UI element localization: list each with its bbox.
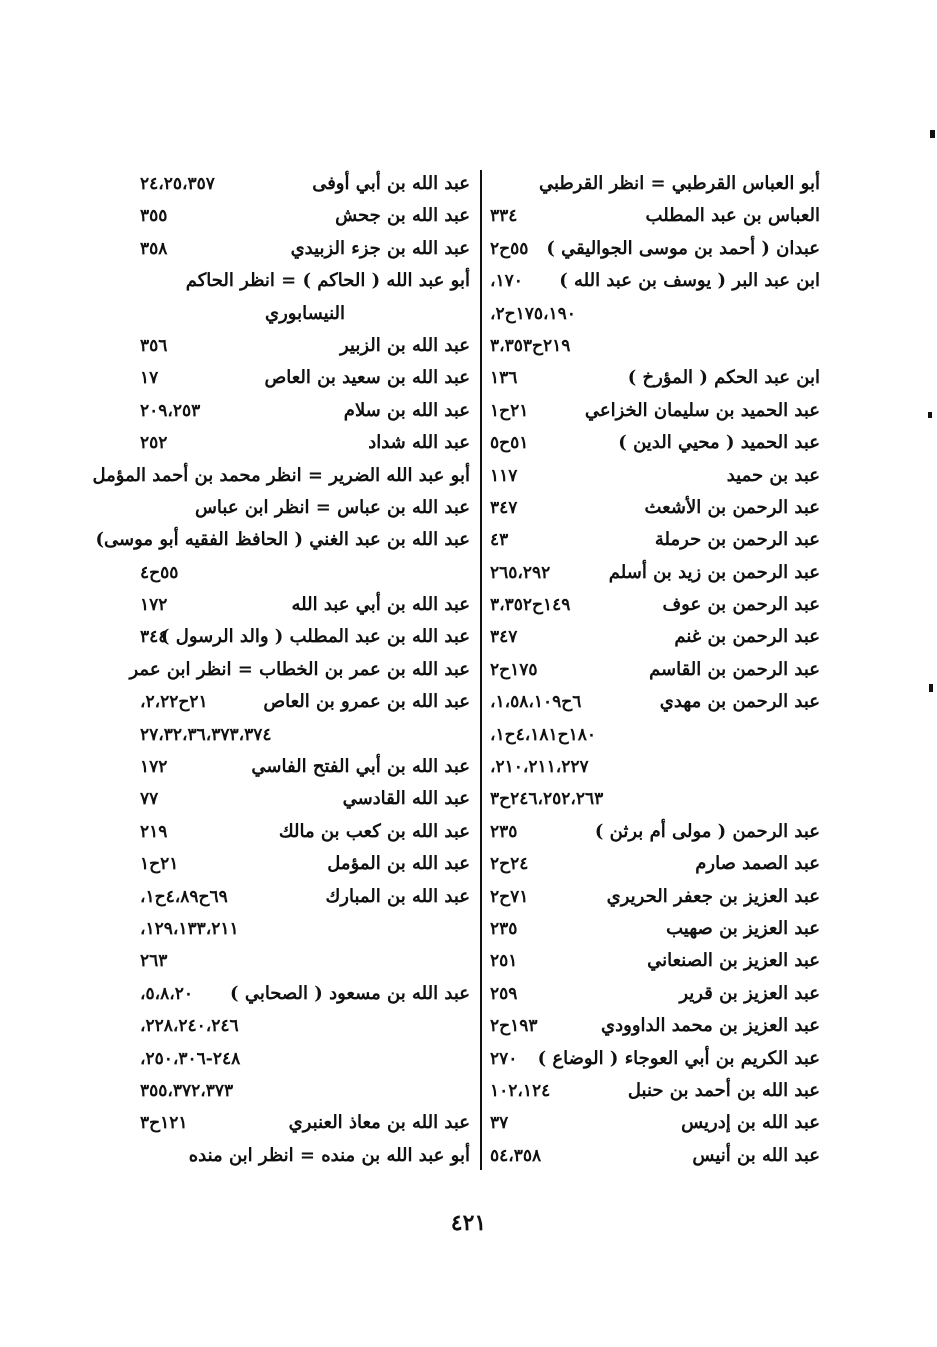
entry-name: عبد العزيز بن صهيب xyxy=(666,917,820,939)
column-divider xyxy=(480,170,482,1170)
entry-page-refs: ٥٥ح٤ xyxy=(140,562,179,583)
entry-name: عبد الله بن أنيس xyxy=(692,1144,820,1166)
entry-name: عبد الرحمن بن حرملة xyxy=(654,529,820,551)
entry-page-refs: ٣٥٨ xyxy=(140,238,168,259)
index-entry xyxy=(140,427,470,459)
entry-page-refs: ٢٦٣ xyxy=(140,951,168,972)
entry-page-refs: ١٢١ح٣ xyxy=(140,1113,188,1134)
index-entry xyxy=(140,881,470,913)
index-entry xyxy=(490,557,820,589)
entry-page-refs: ٧٧ xyxy=(140,789,159,810)
entry-name: عبد الله القادسي xyxy=(342,788,470,810)
entry-name: عبد الله بن إدريس xyxy=(681,1112,820,1134)
index-entry xyxy=(490,816,820,848)
index-entry xyxy=(140,751,470,783)
entry-name: أبو العباس القرطبي = انظر القرطبي xyxy=(538,173,820,194)
index-entry xyxy=(490,524,820,556)
page-number: ٤٢١ xyxy=(450,1210,487,1236)
entry-page-refs: ٢١٩ح٣،٣٥٣ xyxy=(490,335,571,356)
entry-page-refs: ١٢٩،١٣٣،٢١١، xyxy=(140,918,239,939)
index-entry xyxy=(140,233,470,265)
index-entry xyxy=(490,233,820,265)
entry-name: عبد الله بن جزء الزبيدي xyxy=(290,237,470,259)
index-entry xyxy=(490,1075,820,1107)
entry-page-refs: ٢٤٨-٢٥٠،٣٠٦، xyxy=(140,1048,241,1069)
index-entry xyxy=(140,913,470,945)
index-entry xyxy=(140,1043,470,1075)
entry-page-refs: ٣٥٥،٣٧٢،٣٧٣ xyxy=(140,1080,234,1101)
entry-page-refs: ٥٥ح٢ xyxy=(490,238,529,259)
entry-page-refs: ٣٥٥ xyxy=(140,206,168,227)
index-entry xyxy=(140,362,470,394)
entry-page-refs: ٢١٠،٢١١،٢٢٧، xyxy=(490,757,589,778)
entry-page-refs: ٢٥١ xyxy=(490,951,518,972)
entry-name: عبد الله بن أبي الفتح الفاسي xyxy=(251,756,470,778)
entry-page-refs: ٦ح١،٥٨،١٠٩، xyxy=(490,692,582,713)
margin-mark xyxy=(930,130,935,138)
index-entry xyxy=(140,1107,470,1139)
index-entry xyxy=(140,978,470,1010)
index-entry xyxy=(140,816,470,848)
entry-name: عبد الحميد ( محيي الدين ) xyxy=(618,432,820,454)
margin-mark xyxy=(929,684,933,692)
entry-name: عبد الكريم بن أبي العوجاء ( الوضاع ) xyxy=(537,1047,820,1069)
index-entry xyxy=(490,751,820,783)
entry-page-refs: ٣٤٧ xyxy=(490,627,518,648)
entry-page-refs: ٣٤٧ xyxy=(490,497,518,518)
entry-page-refs: ٢٥٩ xyxy=(490,983,518,1004)
index-entry xyxy=(490,395,820,427)
entry-name: عبد العزيز بن محمد الداوودي xyxy=(601,1015,820,1037)
entry-page-refs: ٢٢٨،٢٤٠،٢٤٦، xyxy=(140,1016,239,1037)
entry-name: ابن عبد البر ( يوسف بن عبد الله ) xyxy=(559,270,820,292)
index-entry xyxy=(490,881,820,913)
entry-page-refs: ١٨٠ح٤،١٨١ح١، xyxy=(490,724,597,745)
entry-name: عبدان ( أحمد بن موسى الجواليقي ) xyxy=(546,237,820,259)
entry-name: عبد الله بن سعيد بن العاص xyxy=(264,367,470,389)
entry-page-refs: ٢٣٥ xyxy=(490,918,518,939)
entry-name: أبو عبد الله الضرير = انظر محمد بن أحمد المؤمل xyxy=(92,464,470,486)
entry-name: عبد العزيز بن الصنعاني xyxy=(647,950,820,972)
entry-name: عبد الله بن كعب بن مالك xyxy=(278,820,470,842)
index-entry xyxy=(140,557,470,589)
index-entry xyxy=(129,654,470,686)
index-entry xyxy=(490,265,820,297)
index-entry xyxy=(490,589,820,621)
index-entry xyxy=(140,621,470,653)
index-entry xyxy=(490,362,820,394)
index-entry xyxy=(490,654,820,686)
entry-name: عبد الله بن أبي عبد الله xyxy=(291,594,470,616)
index-entry xyxy=(490,330,820,362)
entry-page-refs: ٢١ح٢،٢٢، xyxy=(140,692,208,713)
entry-page-refs: ٢١ح١ xyxy=(490,400,529,421)
entry-page-refs: ٢٠٩،٢٥٣ xyxy=(140,400,201,421)
index-entry xyxy=(140,945,470,977)
index-entry xyxy=(490,200,820,232)
index-entry xyxy=(490,848,820,880)
entry-page-refs: ٣٤٤ xyxy=(140,627,168,648)
entry-page-refs: ٣٧ xyxy=(490,1113,509,1134)
index-entry xyxy=(490,1010,820,1042)
index-entry xyxy=(490,978,820,1010)
entry-page-refs: ٢١ح١ xyxy=(140,854,179,875)
entry-page-refs: ٢٧٠ xyxy=(490,1048,518,1069)
entry-name: عبد الرحمن بن القاسم xyxy=(649,658,820,680)
index-entry xyxy=(140,1075,470,1107)
entry-name: عبد الله بن معاذ العنبري xyxy=(288,1112,470,1134)
index-entry xyxy=(140,265,470,297)
entry-page-refs: ٢٤ح٢ xyxy=(490,854,529,875)
entry-page-refs: ٢٧،٣٢،٣٦،٣٧٣،٣٧٤ xyxy=(140,724,272,745)
margin-mark xyxy=(928,412,932,418)
entry-name: عبد العزيز بن قرير xyxy=(679,982,820,1004)
entry-name: عبد بن حميد xyxy=(726,464,820,486)
left-index-column xyxy=(92,168,470,1172)
entry-name: عبد الله شداد xyxy=(368,432,470,454)
entry-page-refs: ١٤٩ح٣،٣٥٢ xyxy=(490,595,571,616)
index-entry xyxy=(490,298,820,330)
entry-page-refs: ٥،٨،٢٠، xyxy=(140,983,193,1004)
index-entry xyxy=(490,945,820,977)
entry-name: عبد الله بن سلام xyxy=(343,399,470,421)
entry-page-refs: ٢٣٥ xyxy=(490,821,518,842)
entry-page-refs: ٤٣ xyxy=(490,530,509,551)
entry-page-refs: ٢٥٢ xyxy=(140,433,168,454)
entry-name: عبد الله بن المؤمل xyxy=(327,853,470,875)
entry-page-refs: ٥٤،٣٥٨ xyxy=(490,1145,542,1166)
entry-name: النيسابوري xyxy=(265,302,345,324)
entry-name: عبد الصمد صارم xyxy=(695,853,820,875)
entry-page-refs: ١٧٠، xyxy=(490,271,523,292)
entry-name: عبد الله بن عباس = انظر ابن عباس xyxy=(194,496,470,518)
entry-name: عبد الرحمن بن غنم xyxy=(674,626,820,648)
index-entry xyxy=(92,460,470,492)
index-entry xyxy=(140,330,470,362)
entry-page-refs: ٢٦٥،٢٩٢ xyxy=(490,562,551,583)
index-entry xyxy=(140,492,470,524)
entry-name: عبد الله بن المبارك xyxy=(325,885,470,907)
entry-page-refs: ١٧٥ح٢ xyxy=(490,659,538,680)
index-entry xyxy=(140,783,470,815)
entry-page-refs: ٧١ح٢ xyxy=(490,886,529,907)
index-entry xyxy=(140,395,470,427)
index-entry xyxy=(95,524,470,556)
index-entry xyxy=(140,686,470,718)
index-entry xyxy=(490,492,820,524)
index-entry xyxy=(490,621,820,653)
index-entry xyxy=(490,783,820,815)
entry-name: عبد الرحمن بن الأشعث xyxy=(644,496,820,518)
entry-name: عبد الله بن أبي أوفى xyxy=(312,173,470,194)
entry-page-refs: ٢٤٦،٢٥٢،٢٦٣ح٣ xyxy=(490,789,604,810)
index-entry xyxy=(140,1010,470,1042)
entry-page-refs: ١٠٢،١٢٤ xyxy=(490,1080,551,1101)
index-entry xyxy=(490,168,820,200)
entry-name: عبد الرحمن بن زيد بن أسلم xyxy=(608,561,820,583)
entry-page-refs: ٥١ح٥ xyxy=(490,433,529,454)
index-entry xyxy=(140,848,470,880)
right-index-column xyxy=(490,168,820,1172)
entry-name: أبو عبد الله ( الحاكم ) = انظر الحاكم xyxy=(185,270,470,292)
index-entry xyxy=(490,913,820,945)
entry-page-refs: ١٧٢ xyxy=(140,757,168,778)
index-entry xyxy=(140,168,470,200)
entry-page-refs: ٣٥٦ xyxy=(140,335,168,356)
index-entry xyxy=(490,719,820,751)
entry-name: ابن عبد الحكم ( المؤرخ ) xyxy=(627,367,820,389)
entry-page-refs: ١١٧ xyxy=(490,465,518,486)
entry-name: عبد الرحمن ( مولى أم برثن ) xyxy=(594,820,820,842)
entry-name: عبد الله بن عمرو بن العاص xyxy=(263,691,470,713)
index-entry xyxy=(140,298,470,330)
entry-name: عبد الله بن الزبير xyxy=(339,334,470,356)
index-entry xyxy=(490,1107,820,1139)
entry-page-refs: ٦٩ح٤،٨٩ح١، xyxy=(140,886,228,907)
entry-page-refs: ٢٤،٢٥،٣٥٧ xyxy=(140,174,215,194)
index-entry xyxy=(140,200,470,232)
entry-page-refs: ١٧٥،١٩٠ح٢، xyxy=(490,303,576,324)
index-entry xyxy=(490,427,820,459)
entry-page-refs: ٣٣٤ xyxy=(490,206,518,227)
index-entry xyxy=(140,589,470,621)
index-entry xyxy=(490,686,820,718)
entry-name: العباس بن عبد المطلب xyxy=(645,205,820,227)
entry-name: أبو عبد الله بن منده = انظر ابن منده xyxy=(188,1144,470,1166)
entry-name: عبد الله بن مسعود ( الصحابي ) xyxy=(230,982,470,1004)
entry-name: عبد الله بن عبد الغني ( الحافظ الفقيه أبو موسى) xyxy=(95,529,470,551)
entry-page-refs: ١٣٦ xyxy=(490,368,518,389)
entry-page-refs: ٢١٩ xyxy=(140,821,168,842)
index-entry xyxy=(490,1043,820,1075)
entry-name: عبد الله بن عبد المطلب ( والد الرسول ) xyxy=(160,626,470,648)
entry-name: عبد الله بن أحمد بن حنبل xyxy=(627,1079,820,1101)
index-entry xyxy=(490,460,820,492)
index-entry xyxy=(140,719,470,751)
entry-name: عبد الحميد بن سليمان الخزاعي xyxy=(584,399,820,421)
entry-name: عبد الرحمن بن عوف xyxy=(662,594,820,616)
index-entry xyxy=(490,1140,820,1172)
entry-page-refs: ١٩٣ح٢ xyxy=(490,1016,538,1037)
entry-name: عبد الله بن جحش xyxy=(335,205,470,227)
entry-name: عبد الرحمن بن مهدي xyxy=(659,691,820,713)
entry-page-refs: ١٧٢ xyxy=(140,595,168,616)
index-entry xyxy=(140,1140,470,1172)
entry-page-refs: ١٧ xyxy=(140,368,159,389)
entry-name: عبد الله بن عمر بن الخطاب = انظر ابن عمر xyxy=(129,658,470,680)
entry-name: عبد العزيز بن جعفر الحريري xyxy=(606,885,820,907)
